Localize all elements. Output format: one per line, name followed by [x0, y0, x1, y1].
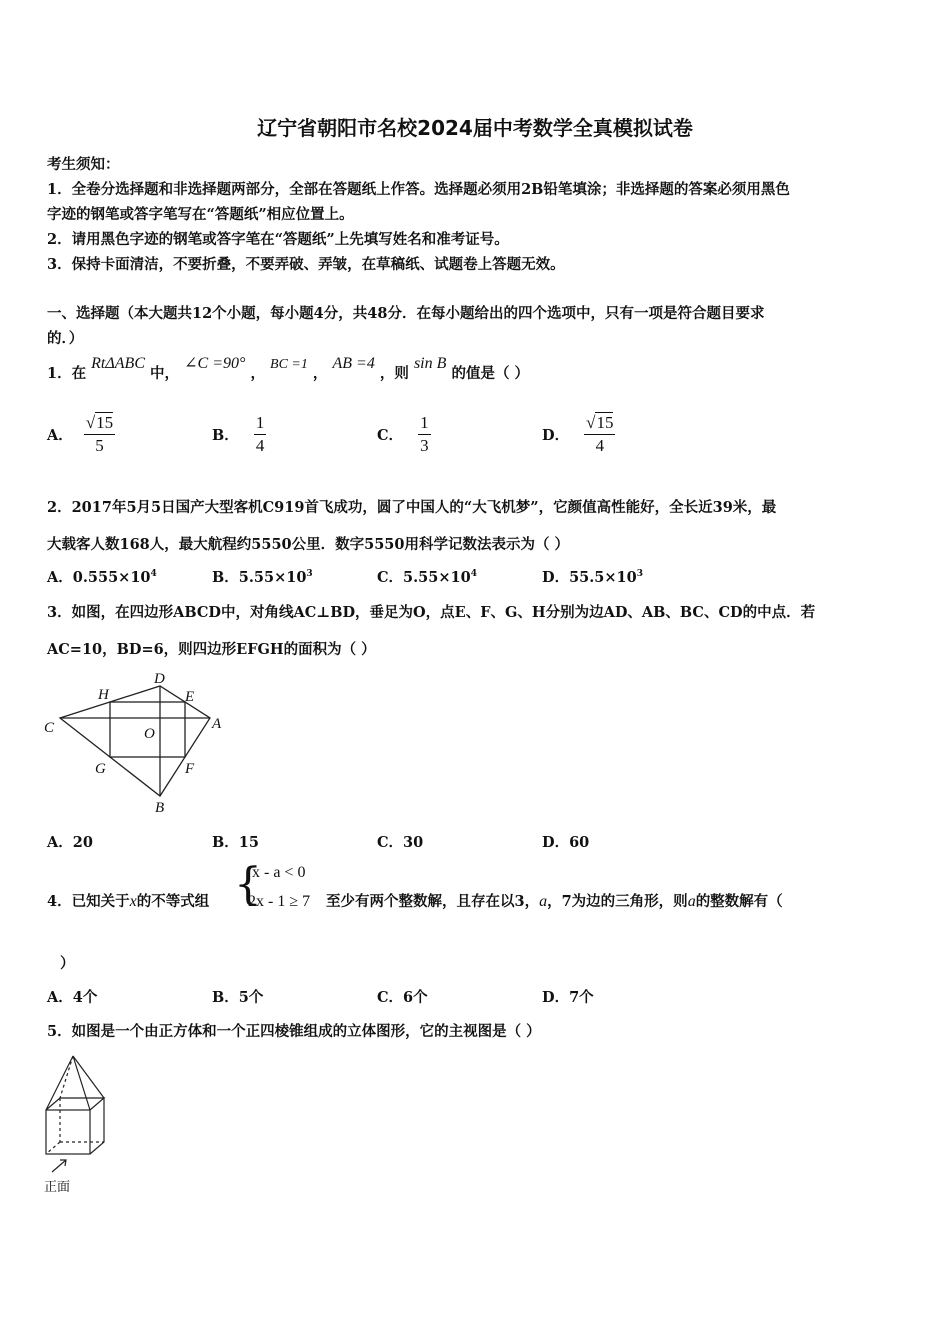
q2-option-d-label: D． — [542, 569, 570, 586]
q1-angle-c: ∠C =90° — [184, 355, 246, 372]
q3-option-b: B．15 — [212, 834, 259, 851]
q4-inequality-2: 2x - 1 ≥ 7 — [248, 893, 311, 910]
section-1-heading-line-1: 一、选择题（本大题共12个小题，每小题4分，共48分．在每小题给出的四个选项中，只有一项是符合题目要求 — [47, 305, 765, 322]
q1-option-c-fraction — [418, 412, 431, 457]
q2-line-1: 2．2017年5月5日国产大型客机C919首飞成功，圆了中国人的“大飞机梦”，它颜值高性能好，全长近39米，最 — [47, 499, 777, 516]
q1-rt-triangle: RtΔABC — [91, 355, 145, 372]
q3-label-g: G — [95, 761, 106, 777]
q1-option-c-label: C． — [377, 427, 404, 444]
q2-option-c-base: 5.55×10 — [403, 569, 471, 586]
q3-quadrilateral-figure — [40, 668, 240, 818]
q4-option-d: D．7个 — [542, 989, 594, 1006]
q3-label-b: B — [155, 800, 165, 816]
q2-option-a-base: 0.555×10 — [72, 569, 151, 586]
page-title: 辽宁省朝阳市名校2024届中考数学全真模拟试卷 — [257, 116, 693, 140]
q2-option-a-label: A． — [47, 569, 73, 586]
q3-label-c: C — [44, 720, 55, 736]
q3-option-c: C．30 — [377, 834, 424, 851]
q2-option-b-label: B． — [212, 569, 239, 586]
notice-item-2: 2．请用黑色字迹的钢笔或答字笔在“答题纸”上先填写姓名和准考证号。 — [47, 231, 509, 248]
q1-option-a-label: A． — [47, 427, 73, 444]
q1-option-d-label: D． — [542, 427, 570, 444]
q4-suffix-1: 至少有两个整数解，且存在以3， — [326, 893, 540, 910]
q4-option-b: B．5个 — [212, 989, 264, 1006]
q3-label-e: E — [185, 689, 195, 705]
q1-option-a — [47, 412, 115, 457]
q3-option-d: D．60 — [542, 834, 590, 851]
q2-option-d-base: 55.5×10 — [569, 569, 637, 586]
q3-line-1: 3．如图，在四边形ABCD中，对角线AC⊥BD，垂足为O，点E、F、G、H分别为边AD、AB、BC、CD的中点．若 — [47, 604, 816, 621]
q4-closing-paren: ） — [60, 955, 75, 972]
q4-suffix-2: ，7为边的三角形，则 — [547, 893, 688, 910]
q1-prefix: 1．在 — [47, 365, 87, 382]
q1-option-d — [542, 412, 615, 457]
q3-label-a: A — [212, 716, 222, 732]
q4-suffix-3: 的整数解有（ — [695, 893, 783, 910]
q1-option-a-numerator: √15 — [84, 412, 115, 435]
q3-option-a: A．20 — [47, 834, 93, 851]
q2-option-d-exponent: 3 — [636, 569, 643, 580]
q1-option-d-radicand: 15 — [596, 413, 614, 432]
q4-variable-a: a — [539, 893, 548, 910]
q1-comma-2: ， — [312, 365, 328, 382]
q1-bc: BC =1 — [270, 357, 308, 372]
q1-suffix: 的值是（ ） — [451, 365, 530, 382]
q2-line-2: 大载客人数168人，最大航程约5550公里．数字5550用科学记数法表示为（ ） — [47, 536, 570, 553]
q1-option-a-denominator: 5 — [95, 436, 104, 455]
notice-item-1-line-1: 1．全卷分选择题和非选择题两部分，全部在答题纸上作答。选择题必须用2B铅笔填涂；非选择题的答案必须用黑色 — [47, 181, 790, 198]
q1-option-d-denominator: 4 — [595, 436, 605, 455]
q4-system-brace: { — [234, 859, 262, 910]
q1-sin-b: sin B — [413, 355, 447, 372]
q1-option-b-numerator: 1 — [254, 412, 267, 435]
q5-cube-top-edges — [46, 1098, 104, 1110]
q1-then: ，则 — [379, 365, 409, 382]
q5-cube-right-edges — [90, 1098, 104, 1154]
q5-cube-hidden-edges — [46, 1098, 104, 1154]
q1-option-b-label: B． — [212, 427, 239, 444]
q2-option-b — [212, 566, 313, 587]
q1-option-d-fraction — [584, 412, 615, 457]
q3-label-h: H — [98, 687, 109, 703]
q4-inequality-1: x - a < 0 — [252, 864, 306, 881]
q5-solid-figure — [38, 1050, 113, 1195]
q1-option-a-fraction — [84, 412, 115, 457]
q4-mid: 的不等式组 — [136, 893, 210, 910]
q3-label-d: D — [154, 671, 165, 687]
q1-question — [47, 355, 530, 383]
notice-heading: 考生须知： — [47, 156, 120, 173]
q3-label-o: O — [144, 726, 155, 742]
q4-suffix-group — [326, 890, 783, 911]
q2-option-c-exponent: 4 — [470, 569, 477, 580]
q2-option-a — [47, 566, 157, 587]
q2-option-b-base: 5.55×10 — [238, 569, 307, 586]
q1-option-c — [377, 412, 431, 457]
q2-option-a-exponent: 4 — [150, 569, 157, 580]
q2-option-c-label: C． — [377, 569, 404, 586]
q5-front-caption: 正面 — [44, 1180, 71, 1195]
q4-option-c: C．6个 — [377, 989, 428, 1006]
q1-option-b-fraction — [254, 412, 267, 457]
q1-option-a-radicand: 15 — [96, 413, 114, 432]
q4-option-a: A．4个 — [47, 989, 98, 1006]
q2-option-d — [542, 566, 643, 587]
notice-item-1-line-2: 字迹的钢笔或答字笔写在“答题纸”相应位置上。 — [47, 206, 354, 223]
q5-cube-front-face — [46, 1110, 90, 1154]
q2-option-b-exponent: 3 — [306, 569, 313, 580]
q1-comma-1: ， — [250, 365, 265, 382]
q5-question: 5．如图是一个由正方体和一个正四棱锥组成的立体图形，它的主视图是（ ） — [47, 1023, 541, 1040]
q1-in: 中， — [150, 365, 180, 382]
q1-option-c-numerator: 1 — [418, 412, 431, 435]
q1-option-b — [212, 412, 266, 457]
q4-prefix-group — [47, 890, 209, 911]
q2-option-c — [377, 566, 477, 587]
q1-option-c-denominator: 3 — [420, 436, 429, 455]
q3-line-2: AC=10，BD=6，则四边形EFGH的面积为（ ） — [47, 641, 376, 658]
q1-option-b-denominator: 4 — [255, 436, 265, 455]
q1-option-d-numerator: √15 — [584, 412, 615, 435]
section-1-heading-line-2: 的．） — [47, 330, 84, 347]
q5-view-arrow — [52, 1160, 66, 1172]
q4-prefix: 4．已知关于 — [47, 893, 130, 910]
q3-label-f: F — [185, 761, 195, 777]
q4-variable-a-2: a — [687, 893, 696, 910]
q1-ab: AB =4 — [332, 355, 375, 372]
q4-variable-x: x — [129, 893, 137, 910]
notice-item-3: 3．保持卡面清洁，不要折叠，不要弄破、弄皱，在草稿纸、试题卷上答题无效。 — [47, 256, 565, 273]
